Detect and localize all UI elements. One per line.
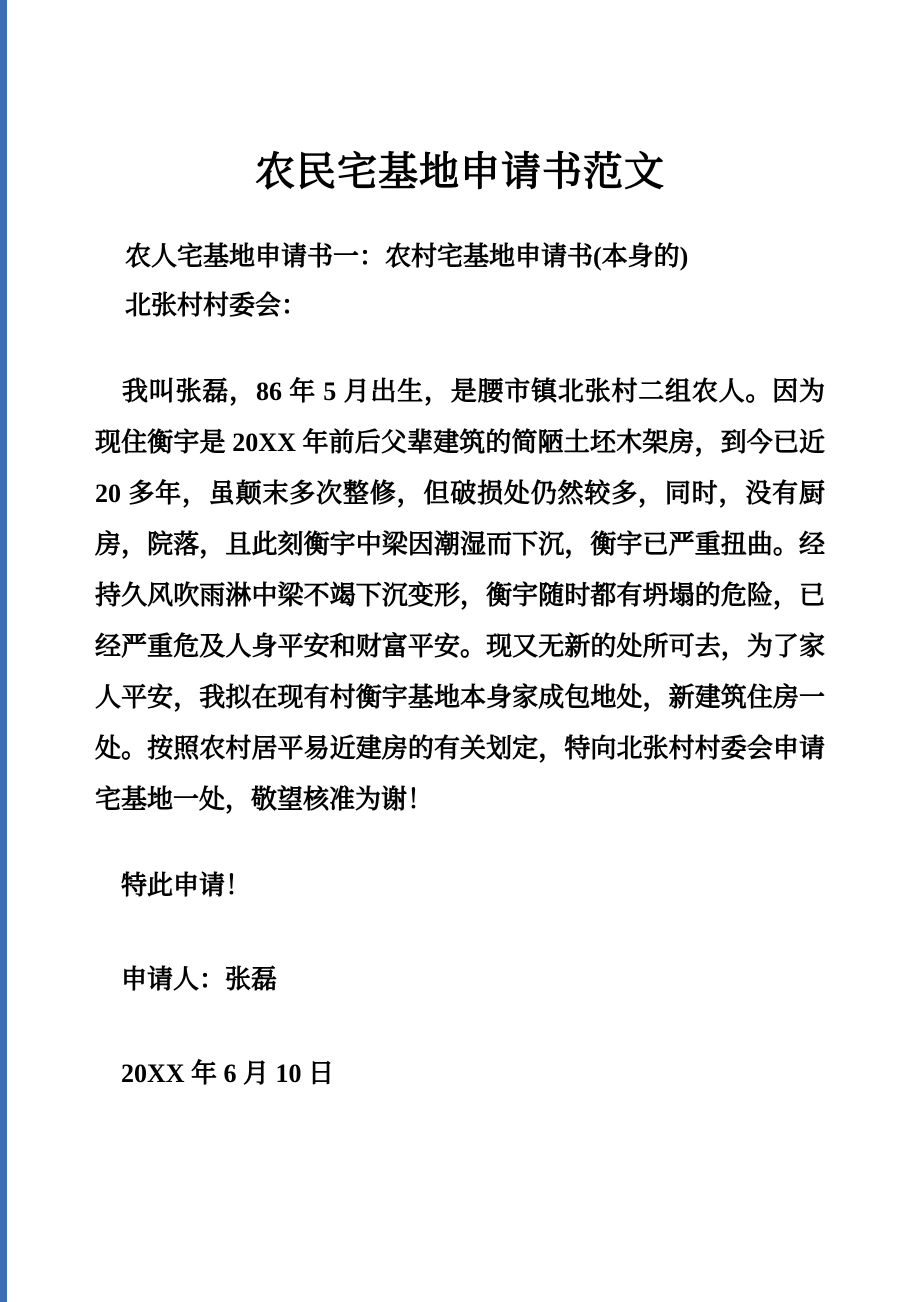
date-line: 20XX 年 6 月 10 日 (121, 1059, 335, 1088)
document-title: 农民宅基地申请书范文 (255, 148, 665, 194)
intro-block (95, 232, 825, 330)
salutation-line: 北张村村委会： (125, 291, 308, 320)
signature-line: 申请人：张磊 (121, 965, 278, 994)
left-accent-bar (0, 0, 7, 1302)
body-paragraph: 我叫张磊，86 年 5 月出生，是腰市镇北张村二组农人。因为现住衡宇是 20XX 年前后父辈建筑的简陋土坯木架房，到今已近 20 多年，虽颠末多次整修，但破损处仍然较多，同时，没有厨房，院落，且此刻衡宇中梁因潮湿而下沉，衡宇已严重扭曲。经持久风吹雨淋中梁不竭下沉变形，衡宇随时都有坍塌的危险，已经严重危及人身平安和财富平安。现又无新的处所可去，为了家人平安，我拟在现有村衡宇基地本身家成包地处，新建筑住房一处。按照农村居平易近建房的有关划定，特向北张村村委会申请宅基地一处，敬望核准为谢！ (95, 377, 825, 814)
closing-line: 特此申请！ (121, 871, 252, 900)
subtitle-line: 农人宅基地申请书一：农村宅基地申请书(本身的) (125, 242, 689, 271)
